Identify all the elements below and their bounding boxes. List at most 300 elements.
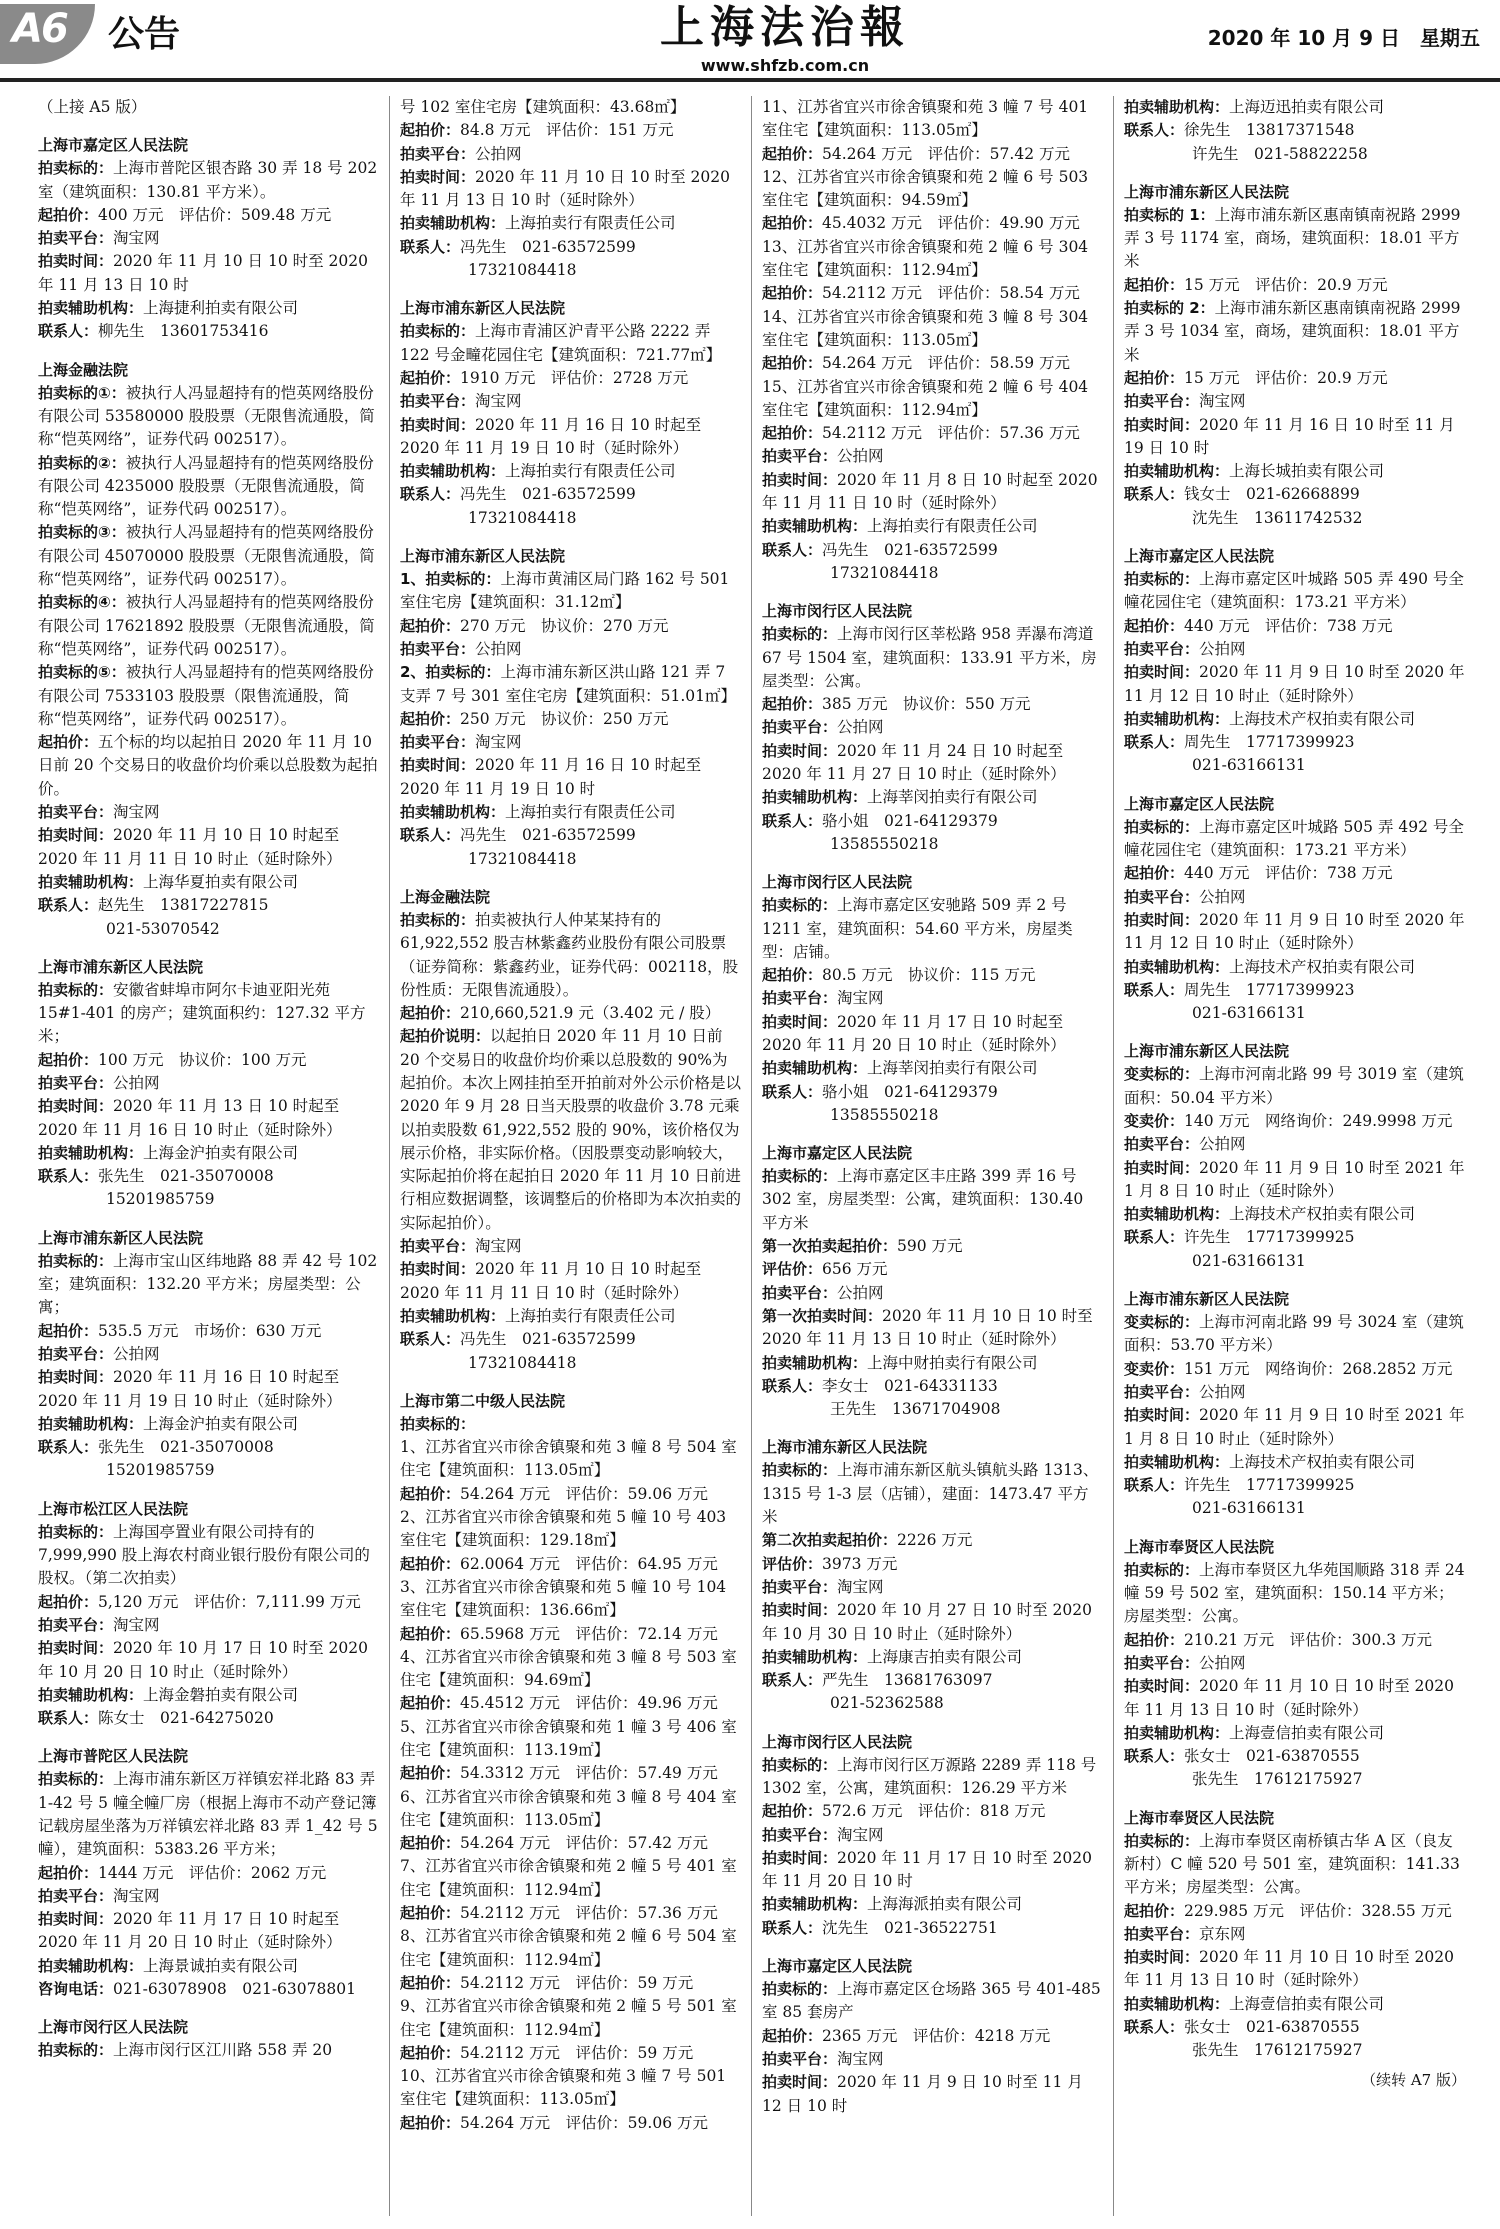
field-label: 拍卖辅助机构： — [38, 1956, 144, 1975]
notice-line — [38, 1320, 379, 1343]
field-label: 拍卖平台： — [1124, 887, 1200, 906]
field-value: 上海市闵行区莘松路 958 弄瀑布湾道 67 号 1504 室，建筑面积：133.91 平方米，房屋类型：公寓。 — [762, 625, 1097, 690]
contact-continuation: 021-63166131 — [1192, 756, 1306, 775]
newspaper-url: www.shfzb.com.cn — [700, 56, 870, 75]
notice-line — [762, 1235, 1103, 1258]
field-label: 拍卖标的： — [762, 896, 838, 915]
field-label: 拍卖辅助机构： — [400, 214, 506, 233]
field-label: 拍卖平台： — [1124, 1382, 1200, 1401]
field-label: 拍卖标的： — [38, 980, 114, 999]
field-label: 起拍价： — [38, 1863, 99, 1882]
field-label: 起拍价说明： — [400, 1027, 491, 1046]
notice-line — [762, 1754, 1103, 1801]
page-number-badge — [0, 4, 95, 64]
notice-line — [762, 1375, 1103, 1398]
field-value: 5,120 万元 评估价：7,111.99 万元 — [98, 1592, 361, 1611]
field-value: 上海市嘉定区安驰路 509 弄 2 号 1211 室，建筑面积：54.60 平方米，房屋类型：店铺。 — [762, 896, 1073, 961]
notice-line — [38, 824, 379, 871]
field-label: 拍卖平台： — [400, 144, 476, 163]
field-label: 拍卖时间： — [1124, 663, 1200, 682]
field-label: 起拍价： — [1124, 1901, 1185, 1920]
contact-continuation: 17321084418 — [468, 261, 577, 280]
notice-line — [400, 414, 741, 461]
notice-line — [1124, 204, 1466, 274]
notice-columns — [28, 96, 1478, 2216]
field-label: 拍卖时间： — [762, 741, 838, 760]
field-label: 拍卖时间： — [1124, 1406, 1200, 1425]
field-value: 淘宝网 — [113, 1886, 160, 1905]
field-label: 拍卖辅助机构： — [38, 872, 144, 891]
contact-continuation: 王先生 13671704908 — [830, 1400, 1001, 1419]
field-label: 起拍价： — [762, 695, 823, 714]
notice-line — [400, 1258, 741, 1305]
field-label: 拍卖辅助机构： — [1124, 1994, 1230, 2013]
field-label: 拍卖时间： — [38, 826, 114, 845]
field-label: 拍卖辅助机构： — [1124, 462, 1230, 481]
field-label: 拍卖标的 2： — [1124, 299, 1215, 318]
column-1 — [28, 96, 390, 2216]
field-value: 被执行人冯显超持有的恺英网络股份有限公司 7533103 股股票（限售流通股，简称“恺英网络”，证券代码 002517）。 — [38, 663, 374, 728]
field-label: 变卖价： — [1124, 1359, 1185, 1378]
notice-line — [1124, 1946, 1466, 1993]
field-value: 上海金沪拍卖有限公司 — [143, 1143, 299, 1162]
field-value: 上海莘闵拍卖行有限公司 — [867, 788, 1038, 807]
notice-line — [1124, 886, 1466, 909]
notice-line — [38, 1095, 379, 1142]
field-label: 拍卖平台： — [38, 803, 114, 822]
field-label: 拍卖辅助机构： — [1124, 957, 1230, 976]
field-value: 62.0064 万元 评估价：64.95 万元 — [460, 1554, 718, 1573]
field-value: 周先生 17717399923 — [1184, 733, 1355, 752]
notice-line — [38, 1413, 379, 1436]
field-value: 徐先生 13817371548 — [1184, 121, 1355, 140]
field-label: 拍卖标的： — [38, 1251, 114, 1270]
notice-line — [762, 786, 1103, 809]
notice-text: 5、江苏省宜兴市徐舍镇聚和苑 1 幢 3 号 406 室住宅【建筑面积：113.19㎡】 — [400, 1717, 737, 1759]
notice-line — [762, 740, 1103, 787]
field-label: 拍卖标的： — [400, 910, 476, 929]
notice-line — [1124, 956, 1466, 979]
field-label: 拍卖时间： — [400, 756, 476, 775]
field-label: 拍卖标的： — [400, 322, 476, 341]
field-label: 拍卖标的： — [38, 1522, 114, 1541]
notice-line — [1124, 1923, 1466, 1946]
field-value: 2020 年 11 月 17 日 10 时起至 2020 年 11 月 20 日 10 时止（延时除外） — [38, 1910, 342, 1952]
field-label: 联系人： — [1124, 121, 1185, 140]
field-label: 拍卖标的： — [762, 1461, 838, 1480]
field-label: 起拍价： — [762, 2026, 823, 2045]
field-value: 上海莘闵拍卖行有限公司 — [867, 1059, 1038, 1078]
field-label: 第二次拍卖起拍价： — [762, 1531, 898, 1550]
notice-line — [762, 282, 1103, 305]
field-label: 拍卖标的： — [1124, 1831, 1200, 1850]
notice-line — [762, 1599, 1103, 1646]
notice-line — [762, 1258, 1103, 1281]
field-value: 公拍网 — [1199, 887, 1246, 906]
field-value: 公拍网 — [1199, 639, 1246, 658]
notice-line — [400, 367, 741, 390]
notice-line — [1124, 708, 1466, 731]
field-label: 联系人： — [762, 811, 823, 830]
notice-line — [1124, 816, 1466, 863]
field-value: 2020 年 11 月 10 日 10 时至 2020 年 11 月 13 日 10 时 — [38, 252, 368, 294]
notice-line — [1124, 297, 1466, 367]
field-value: 2020 年 10 月 17 日 10 时至 2020 年 10 月 20 日 10 时止（延时除外） — [38, 1639, 368, 1681]
section-title: 公告 — [108, 14, 181, 55]
field-label: 起拍价： — [38, 1050, 99, 1069]
field-value: 上海市嘉定区叶城路 505 弄 490 号全幢花园住宅（建筑面积：173.21 平方米） — [1124, 570, 1464, 612]
notice-line — [400, 824, 741, 847]
field-label: 拍卖时间： — [1124, 415, 1200, 434]
court-name: 上海市闵行区人民法院 — [38, 2018, 189, 2037]
field-label: 联系人： — [38, 1709, 99, 1728]
field-label: 起拍价： — [762, 144, 823, 163]
field-value: 45.4032 万元 评估价：49.90 万元 — [822, 214, 1080, 233]
notice-line — [1124, 1063, 1466, 1110]
notice-line — [1124, 274, 1466, 297]
notice-line — [762, 1305, 1103, 1352]
field-label: 评估价： — [762, 1554, 823, 1573]
notice-line — [1124, 1203, 1466, 1226]
field-value: 54.3312 万元 评估价：57.49 万元 — [460, 1764, 718, 1783]
notice-text: 4、江苏省宜兴市徐舍镇聚和苑 3 幢 8 号 503 室住宅【建筑面积：94.69㎡】 — [400, 1647, 737, 1690]
field-label: 联系人： — [38, 1167, 99, 1186]
field-value: 上海市闵行区万源路 2289 弄 118 号 1302 室，公寓，建筑面积：126.29 平方米 — [762, 1755, 1097, 1797]
contact-continuation: 17321084418 — [468, 1353, 577, 1372]
field-value: 250 万元 协议价：250 万元 — [460, 709, 669, 728]
field-value: 54.264 万元 评估价：59.06 万元 — [460, 2113, 708, 2132]
court-name: 上海市嘉定区人民法院 — [1124, 794, 1275, 813]
notice-line — [762, 539, 1103, 562]
notice-line — [762, 1978, 1103, 2025]
field-value: 上海海派拍卖有限公司 — [867, 1895, 1023, 1914]
notice-line — [38, 1707, 379, 1730]
field-label: 拍卖时间： — [762, 1012, 838, 1031]
notice-line — [1124, 1559, 1466, 1629]
notice-line — [762, 810, 1103, 833]
notice-line — [400, 1025, 741, 1235]
field-value: 54.2112 万元 评估价：58.54 万元 — [822, 284, 1080, 303]
field-label: 起拍价： — [400, 709, 461, 728]
notice-line — [400, 661, 741, 708]
field-value: 上海市普陀区银杏路 30 弄 18 号 202 室（建筑面积：130.81 平方米）。 — [38, 159, 378, 201]
field-value: 五个标的均以起拍日 2020 年 11 月 10 日前 20 个交易日的收盘价均价乘以总股数为起拍价。 — [38, 733, 378, 798]
field-label: 起拍价： — [38, 733, 99, 752]
field-label: 拍卖平台： — [38, 229, 114, 248]
notice-line — [1124, 1993, 1466, 2016]
field-label: 起拍价： — [400, 1904, 461, 1923]
field-value: 李女士 021-64331133 — [822, 1376, 998, 1395]
notice-line — [762, 1800, 1103, 1823]
field-label: 拍卖辅助机构： — [762, 1895, 868, 1914]
field-value: 拍卖被执行人仲某某持有的 61,922,552 股吉林紫鑫药业股份有限公司股票（证券简称：紫鑫药业，证券代码：002118，股份性质：无限售流通股）。 — [400, 910, 739, 999]
field-label: 起拍价： — [400, 1694, 461, 1713]
field-label: 拍卖标的③： — [38, 523, 126, 542]
field-label: 拍卖辅助机构： — [38, 299, 144, 318]
notice-line — [1124, 979, 1466, 1002]
notice-text: 14、江苏省宜兴市徐舍镇聚和苑 3 幢 8 号 304 室住宅【建筑面积：113.05㎡】 — [762, 307, 1089, 349]
notice-line — [1124, 1311, 1466, 1358]
field-label: 拍卖标的④： — [38, 593, 126, 612]
notice-line — [400, 1972, 741, 1995]
court-name: 上海市嘉定区人民法院 — [762, 1144, 913, 1163]
field-value: 65.5968 万元 评估价：72.14 万元 — [460, 1624, 718, 1643]
field-label: 拍卖标的： — [38, 1770, 114, 1789]
court-name: 上海市松江区人民法院 — [38, 1499, 189, 1518]
field-value: 安徽省蚌埠市阿尔卡迪亚阳光苑 15#1-401 的房产；建筑面积约：127.32 平方米； — [38, 980, 366, 1046]
contact-continuation: 13585550218 — [830, 1105, 939, 1124]
field-label: 拍卖平台： — [762, 1283, 838, 1302]
field-label: 2、拍卖标的： — [400, 663, 501, 682]
field-label: 拍卖标的： — [1124, 1560, 1200, 1579]
notice-line — [1124, 483, 1466, 506]
notice-line — [38, 1591, 379, 1614]
notice-line — [38, 1521, 379, 1591]
field-label: 拍卖辅助机构： — [400, 803, 506, 822]
notice-line — [1124, 909, 1466, 956]
contact-continuation: 15201985759 — [106, 1461, 215, 1480]
field-value: 229.985 万元 评估价：328.55 万元 — [1184, 1901, 1452, 1920]
notice-line — [762, 716, 1103, 739]
contact-continuation: 15201985759 — [106, 1190, 215, 1209]
field-value: 公拍网 — [475, 144, 522, 163]
notice-text: 8、江苏省宜兴市徐舍镇聚和苑 2 幢 6 号 504 室住宅【建筑面积：112.94㎡】 — [400, 1927, 737, 1969]
notice-line — [1124, 568, 1466, 615]
notice-line — [1124, 661, 1466, 708]
field-label: 起拍价： — [400, 1004, 461, 1023]
field-value: 2020 年 11 月 9 日 10 时至 11 月 12 日 10 时 — [762, 2073, 1083, 2115]
field-label: 拍卖时间： — [762, 1848, 838, 1867]
field-label: 联系人： — [38, 896, 99, 915]
notice-line — [1124, 2016, 1466, 2039]
field-value: 上海拍卖行有限责任公司 — [505, 214, 676, 233]
notice-line — [400, 483, 741, 506]
notice-line — [400, 568, 741, 615]
field-label: 拍卖辅助机构： — [400, 1306, 506, 1325]
masthead — [620, 0, 950, 75]
notice-line — [1124, 862, 1466, 885]
field-value: 2020 年 11 月 8 日 10 时起至 2020 年 11 月 11 日 10 时（延时除外） — [762, 470, 1098, 513]
notice-line — [38, 979, 379, 1049]
field-label: 咨询电话： — [38, 1980, 114, 1999]
notice-line — [38, 1049, 379, 1072]
field-value: 上海技术产权拍卖有限公司 — [1229, 1452, 1416, 1471]
field-value: 冯先生 021-63572599 — [460, 237, 636, 256]
court-name: 上海金融法院 — [400, 887, 491, 906]
contact-continuation: 021-53070542 — [106, 919, 220, 938]
field-value: 上海捷利拍卖有限公司 — [143, 299, 299, 318]
field-label: 拍卖标的： — [38, 159, 114, 178]
field-value: 上海技术产权拍卖有限公司 — [1229, 957, 1416, 976]
contact-continuation: 沈先生 13611742532 — [1192, 508, 1363, 527]
field-label: 拍卖标的①： — [38, 383, 126, 402]
field-value: 2020 年 11 月 16 日 10 时起至 2020 年 11 月 19 日 10 时 — [400, 756, 702, 798]
field-value: 公拍网 — [1199, 1135, 1246, 1154]
field-value: 上海市浦东新区惠南镇南祝路 2999 弄 3 号 1034 室，商场，建筑面积：18.01 平方米 — [1124, 299, 1461, 364]
field-label: 拍卖辅助机构： — [1124, 709, 1230, 728]
field-value: 张先生 021-35070008 — [98, 1167, 274, 1186]
court-name: 上海市普陀区人民法院 — [38, 1747, 189, 1766]
field-label: 联系人： — [1124, 2018, 1185, 2037]
field-label: 拍卖辅助机构： — [400, 462, 506, 481]
notice-text: 1、江苏省宜兴市徐舍镇聚和苑 3 幢 8 号 504 室住宅【建筑面积：113.05㎡】 — [400, 1438, 737, 1480]
field-value: 许先生 17717399925 — [1184, 1228, 1355, 1247]
contact-continuation: 17321084418 — [468, 508, 577, 527]
page-number: A6 — [12, 6, 67, 52]
field-value: 淘宝网 — [475, 392, 522, 411]
notice-line — [762, 515, 1103, 538]
notice-line — [1124, 638, 1466, 661]
court-name: 上海市浦东新区人民法院 — [1124, 1290, 1290, 1309]
field-value: 公拍网 — [837, 718, 884, 737]
field-label: 拍卖时间： — [400, 167, 476, 186]
field-label: 拍卖时间： — [762, 470, 838, 489]
notice-line — [762, 1352, 1103, 1375]
field-value: 2020 年 11 月 24 日 10 时起至 2020 年 11 月 27 日 10 时止（延时除外） — [762, 741, 1066, 784]
field-value: 上海市嘉定区丰庄路 399 弄 16 号 302 室，房屋类型：公寓，建筑面积：130.40 平方米 — [762, 1167, 1084, 1232]
notice-line — [38, 2039, 379, 2062]
field-value: 淘宝网 — [475, 1237, 522, 1256]
notice-line — [1124, 1226, 1466, 1249]
court-name: 上海市奉贤区人民法院 — [1124, 1808, 1275, 1827]
field-label: 拍卖平台： — [762, 718, 838, 737]
field-value: 80.5 万元 协议价：115 万元 — [822, 966, 1036, 985]
field-label: 拍卖时间： — [38, 252, 114, 271]
field-label: 拍卖辅助机构： — [762, 517, 868, 536]
notice-text: 号 102 室住宅房【建筑面积：43.68㎡】 — [400, 98, 686, 116]
notice-line — [400, 1832, 741, 1855]
field-value: 2020 年 11 月 9 日 10 时至 2021 年 1 月 8 日 10 时止（延时除外） — [1124, 1158, 1465, 1200]
court-name: 上海市闵行区人民法院 — [762, 602, 913, 621]
field-value: 严先生 13681763097 — [822, 1671, 993, 1690]
notice-line — [762, 1917, 1103, 1940]
court-name: 上海市浦东新区人民法院 — [400, 299, 566, 318]
notice-line — [762, 623, 1103, 693]
field-value: 210,660,521.9 元（3.402 元 / 股） — [460, 1004, 721, 1023]
notice-text: 15、江苏省宜兴市徐舍镇聚和苑 2 幢 6 号 404 室住宅【建筑面积：112.94㎡】 — [762, 377, 1089, 419]
field-value: 2020 年 11 月 16 日 10 时至 11 月 19 日 10 时 — [1124, 415, 1455, 457]
field-value: 冯先生 021-63572599 — [822, 540, 998, 559]
notice-line — [762, 1459, 1103, 1529]
court-name: 上海市浦东新区人民法院 — [38, 957, 204, 976]
court-name: 上海金融法院 — [38, 360, 129, 379]
court-name: 上海市浦东新区人民法院 — [38, 1228, 204, 1247]
field-label: 联系人： — [1124, 733, 1185, 752]
notice-line — [762, 1011, 1103, 1058]
field-value: 上海康吉拍卖有限公司 — [867, 1647, 1023, 1666]
notice-line — [400, 638, 741, 661]
field-label: 拍卖标的： — [762, 1167, 838, 1186]
field-label: 拍卖标的： — [400, 1414, 476, 1433]
field-value: 2226 万元 — [897, 1531, 973, 1550]
notice-line — [1124, 1830, 1466, 1900]
contact-continuation: 17321084418 — [468, 849, 577, 868]
contact-continuation: 021-63166131 — [1192, 1004, 1306, 1023]
field-value: 冯先生 021-63572599 — [460, 485, 636, 504]
field-label: 起拍价： — [1124, 1630, 1185, 1649]
field-value: 上海金沪拍卖有限公司 — [143, 1414, 299, 1433]
notice-line — [400, 2042, 741, 2065]
notice-line — [400, 1002, 741, 1025]
notice-line — [400, 212, 741, 235]
field-label: 拍卖时间： — [1124, 1677, 1200, 1696]
notice-line — [38, 1366, 379, 1413]
field-value: 15 万元 评估价：20.9 万元 — [1184, 368, 1388, 387]
notice-line — [38, 1142, 379, 1165]
page-header — [0, 0, 1500, 80]
notice-line — [400, 1235, 741, 1258]
field-value: 上海市河南北路 99 号 3024 室（建筑面积：53.70 平方米） — [1124, 1313, 1464, 1355]
notice-line — [400, 1483, 741, 1506]
field-value: 151 万元 网络询价：268.2852 万元 — [1184, 1359, 1453, 1378]
notice-line — [38, 157, 379, 204]
notice-line — [400, 615, 741, 638]
field-label: 起拍价： — [400, 368, 461, 387]
field-label: 拍卖辅助机构： — [762, 1647, 868, 1666]
field-label: 拍卖平台： — [762, 2049, 838, 2068]
court-name: 上海市嘉定区人民法院 — [38, 136, 189, 155]
field-value: 84.8 万元 评估价：151 万元 — [460, 121, 674, 140]
notice-line — [1124, 1474, 1466, 1497]
notice-line — [38, 250, 379, 297]
court-name: 上海市闵行区人民法院 — [762, 1732, 913, 1751]
field-value: 上海市青浦区沪青平公路 2222 弄 122 号金疃花园住宅【建筑面积：721.77㎡】 — [400, 322, 722, 364]
notice-line — [38, 1165, 379, 1188]
field-label: 起拍价： — [762, 354, 823, 373]
field-value: 上海市浦东新区万祥镇宏祥北路 83 弄 1-42 号 5 幢全幢厂房（根据上海市不动产登记簿记载房屋坐落为万祥镇宏祥北路 83 弄 1_42 号 5 幢），建筑面积：5383.26 平方米； — [38, 1770, 378, 1859]
field-label: 拍卖标的： — [762, 625, 838, 644]
field-value: 京东网 — [1199, 1924, 1246, 1943]
field-value: 许先生 17717399925 — [1184, 1476, 1355, 1495]
field-label: 拍卖时间： — [762, 1601, 838, 1620]
notice-text: 6、江苏省宜兴市徐舍镇聚和苑 3 幢 8 号 404 室住宅【建筑面积：113.05㎡】 — [400, 1787, 737, 1829]
field-label: 联系人： — [1124, 1476, 1185, 1495]
field-value: 572.6 万元 评估价：818 万元 — [822, 1802, 1046, 1821]
field-label: 拍卖时间： — [400, 1260, 476, 1279]
field-value: 被执行人冯显超持有的恺英网络股份有限公司 17621892 股股票（无限售流通股，简称“恺英网络”，证券代码 002517）。 — [38, 593, 375, 658]
field-label: 拍卖标的： — [762, 1755, 838, 1774]
field-value: 上海景诚拍卖有限公司 — [143, 1956, 299, 1975]
field-label: 拍卖时间： — [1124, 910, 1200, 929]
field-value: 385 万元 协议价：550 万元 — [822, 695, 1031, 714]
field-label: 起拍价： — [400, 1484, 461, 1503]
field-label: 拍卖辅助机构： — [1124, 98, 1230, 116]
notice-line — [38, 731, 379, 801]
field-value: 400 万元 评估价：509.48 万元 — [98, 205, 332, 224]
column-2 — [390, 96, 752, 2216]
field-value: 陈女士 021-64275020 — [98, 1709, 274, 1728]
field-value: 2020 年 10 月 27 日 10 时至 2020 年 10 月 30 日 10 时止（延时除外） — [762, 1601, 1092, 1643]
field-value: 2020 年 11 月 10 日 10 时至 2020 年 11 月 13 日 10 时止（延时除外） — [762, 1306, 1093, 1349]
notice-line — [38, 1637, 379, 1684]
notice-text: 7、江苏省宜兴市徐舍镇聚和苑 2 幢 5 号 401 室住宅【建筑面积：112.94㎡】 — [400, 1857, 737, 1899]
field-value: 上海市浦东新区洪山路 121 弄 7 支弄 7 号 301 室住宅房【建筑面积：51.01㎡】 — [400, 663, 737, 705]
field-value: 淘宝网 — [113, 803, 160, 822]
field-value: 上海拍卖行有限责任公司 — [867, 517, 1038, 536]
notice-text: 12、江苏省宜兴市徐舍镇聚和苑 2 幢 6 号 503 室住宅【建筑面积：94.59㎡】 — [762, 167, 1089, 210]
notice-line — [400, 801, 741, 824]
notice-line — [400, 1623, 741, 1646]
field-value: 上海市嘉定区仓场路 365 号 401-485 室 85 套房产 — [762, 1980, 1101, 2022]
notice-line — [1124, 414, 1466, 461]
field-value: 被执行人冯显超持有的恺英网络股份有限公司 4235000 股股票（无限售流通股，简称“恺英网络”，证券代码 002517）。 — [38, 453, 374, 519]
field-value: 沈先生 021-36522751 — [822, 1918, 998, 1937]
notice-line — [762, 1081, 1103, 1104]
field-value: 54.264 万元 评估价：57.42 万元 — [822, 144, 1070, 163]
field-value: 2020 年 11 月 16 日 10 时起至 2020 年 11 月 19 日 10 时（延时除外） — [400, 415, 702, 457]
field-label: 联系人： — [762, 1671, 823, 1690]
field-value: 淘宝网 — [837, 1825, 884, 1844]
